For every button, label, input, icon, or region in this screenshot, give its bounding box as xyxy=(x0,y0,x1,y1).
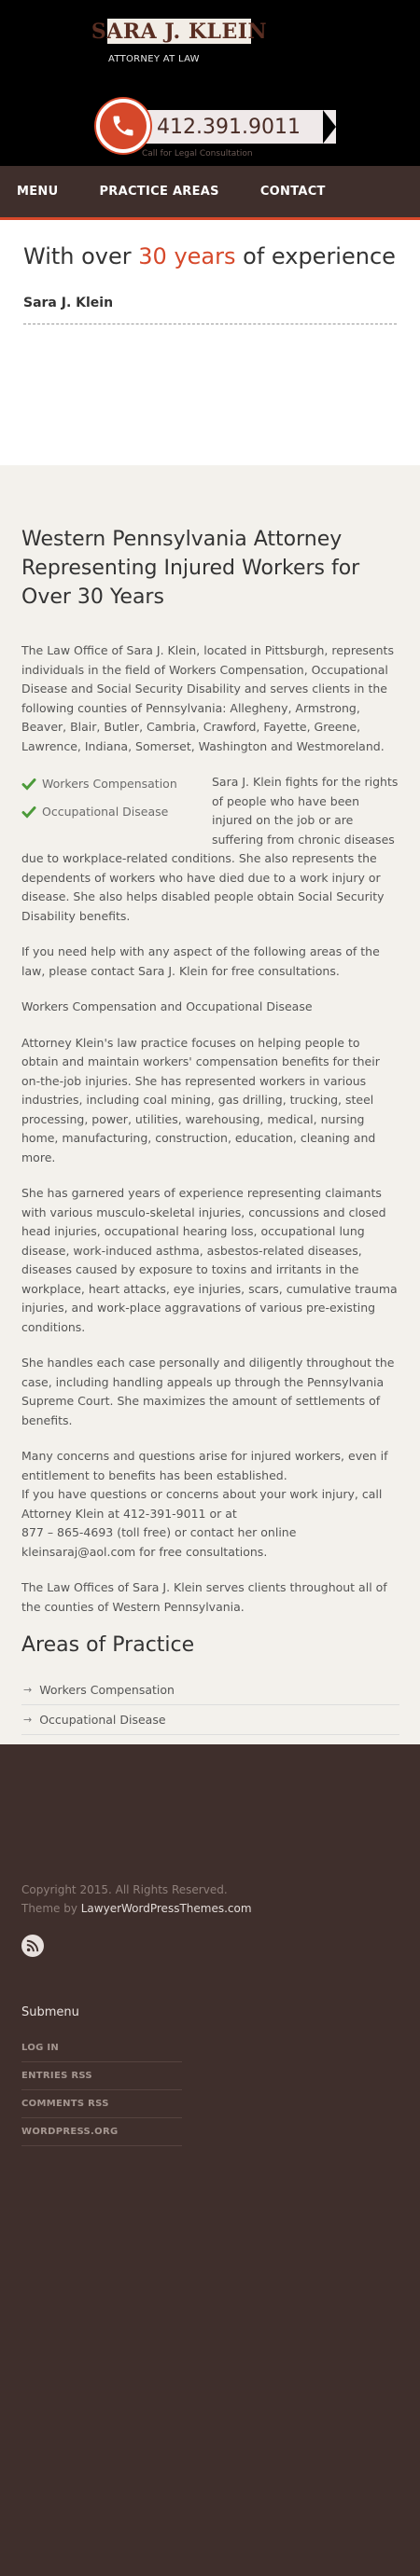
page-title: Western Pennsylvania Attorney Representing Injured Workers for Over 30 Years xyxy=(21,528,360,609)
questions-line-1: Many concerns and questions arise for injured workers, even if entitlement to benefits has been established. xyxy=(21,1449,388,1482)
area-label: Workers Compensation xyxy=(39,1683,175,1697)
hero-heading-pre: With over xyxy=(23,243,139,269)
contact-paragraph: If you need help with any aspect of the following areas of the law, please contact Sara J. Klein for free consultations. xyxy=(21,944,380,978)
questions-line-3: 877 – 865-4693 (toll free) or contact her online kleinsaraj@aol.com for free consultations. xyxy=(21,1525,297,1559)
site-tagline: ATTORNEY AT LAW xyxy=(108,54,200,64)
submenu-item-wordpress-org[interactable]: WORDPRESS.ORG xyxy=(21,2118,182,2146)
checkmark-icon xyxy=(21,805,36,820)
area-item-occupational-disease[interactable] xyxy=(21,1705,399,1735)
hero-name: Sara J. Klein xyxy=(23,296,114,310)
logo-text: SARA J. KLEIN xyxy=(91,19,268,44)
practice-paragraph: Attorney Klein's law practice focuses on helping people to obtain and maintain workers' compensation benefits for their on-the-job injuries. She has represented workers in various industries, including coal mining, gas drilling, trucking, steel processing, power, utilities, warehousing, medical, nursing home, manufacturing, construction, education, cleaning and more. xyxy=(21,1035,380,1164)
checklist-label: Occupational Disease xyxy=(42,805,169,819)
submenu-list xyxy=(21,2034,182,2146)
services-checklist xyxy=(21,775,201,831)
areas-title: Areas of Practice xyxy=(21,1633,195,1657)
submenu-item-entries-rss[interactable]: ENTRIES RSS xyxy=(21,2062,182,2090)
section-subheading: Workers Compensation and Occupational Disease xyxy=(21,999,313,1013)
phone-number[interactable]: 412.391.9011 xyxy=(157,116,301,139)
main-nav xyxy=(0,166,420,220)
intro-paragraph: The Law Office of Sara J. Klein, located in Pittsburgh, represents individuals in the field of Workers Compensation, Occupational Disease and Social Security Disability and serves clients in the following counties of Pennsylvania: Allegheny, Armstrong, Beaver, Blair, Butler, Cambria, Crawford, Fayette, Greene, Lawrence, Indiana, Somerset, Washington and Westmoreland. xyxy=(21,643,394,753)
checklist-item xyxy=(21,775,201,793)
nav-menu[interactable]: MENU xyxy=(17,185,59,199)
hero-heading-post: of experience xyxy=(235,243,396,269)
submenu-item-log-in[interactable]: LOG IN xyxy=(21,2034,182,2062)
phone-icon xyxy=(96,99,150,153)
experience-paragraph: She has garnered years of experience representing claimants with various musculo-skeletal injuries, concussions and closed head injuries, occupational hearing loss, occupational lung disease, work-induced asthma, asbestos-related diseases, diseases caused by exposure to toxins and irritants in the workplace, heart attacks, eye injuries, scars, cumulative trauma injuries, and work-place aggravations of various pre-existing conditions. xyxy=(21,1186,398,1334)
submenu-title: Submenu xyxy=(21,2005,79,2019)
arrow-right-icon: → xyxy=(23,1684,33,1696)
services-block xyxy=(21,773,399,943)
site-footer xyxy=(0,1744,420,2576)
arrow-right-icon: → xyxy=(23,1714,33,1726)
nav-contact[interactable]: CONTACT xyxy=(259,185,326,199)
checklist-item xyxy=(21,803,201,821)
rss-icon[interactable] xyxy=(21,1935,44,1957)
rights-paragraph: Sara J. Klein fights for the rights of people who have been injured on the job or are suffering from chronic diseases due to workplace-related conditions. She also represents the dependents of workers who have died due to a work injury or disease. She also helps disabled people obtain Social Security Disability benefits. xyxy=(21,775,399,923)
checkmark-icon xyxy=(21,777,36,792)
site-header xyxy=(0,0,420,166)
areas-list xyxy=(21,1675,399,1735)
theme-prefix: Theme by xyxy=(21,1902,81,1915)
main-content xyxy=(0,465,420,1744)
service-area-paragraph: The Law Offices of Sara J. Klein serves clients throughout all of the counties of Western Pennsylvania. xyxy=(21,1580,387,1614)
phone-subtitle: Call for Legal Consultation xyxy=(142,149,253,158)
theme-link[interactable]: LawyerWordPressThemes.com xyxy=(80,1902,252,1915)
hero-heading xyxy=(23,243,397,269)
case-handling-paragraph: She handles each case personally and diligently throughout the case, including handling appeals up through the Pennsylvania Supreme Court. She maximizes the amount of settlements of benefits. xyxy=(21,1356,395,1427)
copyright-text: Copyright 2015. All Rights Reserved. xyxy=(21,1883,228,1896)
hero-heading-accent: 30 years xyxy=(138,243,236,269)
nav-practice-areas[interactable]: PRACTICE AREAS xyxy=(99,185,219,199)
submenu-item-comments-rss[interactable]: COMMENTS RSS xyxy=(21,2090,182,2118)
area-label: Occupational Disease xyxy=(39,1713,166,1727)
theme-credit xyxy=(21,1899,399,1918)
hero-section xyxy=(0,220,420,465)
questions-paragraph xyxy=(21,1447,399,1562)
site-logo[interactable] xyxy=(91,19,268,44)
checklist-label: Workers Compensation xyxy=(42,777,177,791)
area-item-workers-compensation[interactable] xyxy=(21,1675,399,1705)
questions-line-2: If you have questions or concerns about your work injury, call Attorney Klein at 412-391-9011 or at xyxy=(21,1487,383,1521)
